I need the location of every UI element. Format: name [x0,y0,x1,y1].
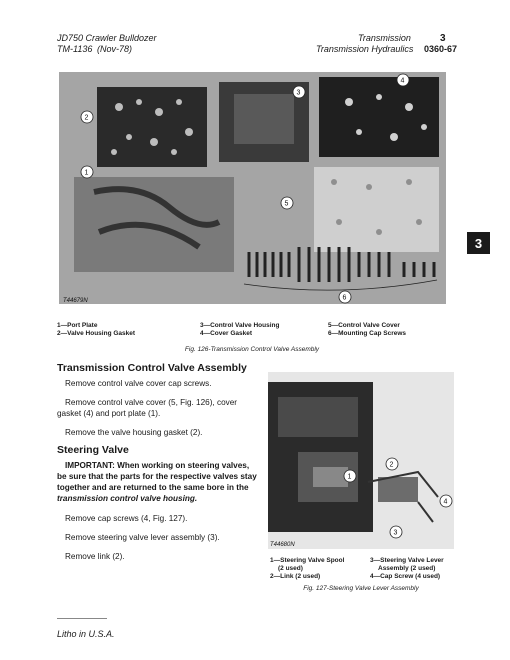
important-note: be sure that the parts for the respective valves stay [57,472,257,481]
callout-127-3 [390,526,402,538]
footer-divider [57,618,107,619]
svg-text:4: 4 [400,77,405,85]
figure-126-photo [59,72,446,304]
svg-text:1: 1 [347,473,352,481]
paragraph: Remove control valve cover cap screws. [65,379,212,388]
legend-item: Assembly (2 used) [378,565,436,572]
legend-item: 1—Steering Valve Spool [270,557,345,564]
legend-item: 3—Steering Valve Lever [370,557,444,564]
legend-item: 6—Mounting Cap Screws [328,330,407,337]
legend-item: 2—Link (2 used) [270,573,321,580]
section-tab: 3 [467,232,490,254]
legend-126-col1 [57,322,135,338]
header-title-right: Transmission [358,33,411,43]
important-note: together and are returned to the same bore in the [57,483,249,492]
callout-4 [397,74,409,86]
legend-item: 2—Valve Housing Gasket [57,330,136,337]
header-subtitle-right: Transmission Hydraulics [316,44,414,54]
figure-126-caption: Fig. 126-Transmission Control Valve Assembly [184,346,320,353]
callout-2 [81,111,93,123]
svg-text:2: 2 [84,114,89,122]
figure-127-photo [268,372,454,549]
figure-127-caption: Fig. 127-Steering Valve Lever Assembly [303,585,419,592]
legend-item: 4—Cap Screw (4 used) [370,573,441,580]
legend-127-col2 [370,557,444,581]
important-note: transmission control valve housing. [57,494,198,503]
callout-1 [81,166,93,178]
legend-item: 3—Control Valve Housing [200,322,280,329]
header-tm-number: TM-1136 [57,44,93,54]
callout-127-4 [440,495,452,507]
valve-assembly-illustration [59,72,446,304]
callout-127-2 [386,458,398,470]
legend-126-col2 [200,322,279,338]
legend-127-col1 [270,557,344,581]
svg-text:2: 2 [389,461,394,469]
section-heading-steering-valve: Steering Valve [57,444,129,456]
paragraph: Remove steering valve lever assembly (3). [65,533,220,542]
paragraph: Remove control valve cover (5, Fig. 126), cover [65,398,238,407]
svg-text:3: 3 [296,89,301,97]
header-page-code: 0360-67 [424,44,458,54]
legend-126-col3 [328,322,406,338]
callout-5 [281,197,293,209]
legend-item: 4—Cover Gasket [200,330,253,337]
steering-valve-illustration [268,372,454,549]
header-date: (Nov-78) [97,44,133,54]
svg-text:1: 1 [84,169,89,177]
legend-item: 5—Control Valve Cover [328,322,400,329]
footer-litho: Litho in U.S.A. [57,629,115,639]
header-title-left: JD750 Crawler Bulldozer [57,33,157,43]
section-heading-control-valve: Transmission Control Valve Assembly [57,362,247,374]
header-page-number: 3 [440,33,446,44]
callout-127-1 [344,470,356,482]
paragraph: Remove the valve housing gasket (2). [65,428,203,437]
paragraph: Remove link (2). [65,552,125,561]
svg-text:5: 5 [284,200,289,208]
photo-code-127: T44680N [270,542,295,548]
callout-6 [339,291,351,303]
paragraph: gasket (4) and port plate (1). [57,409,161,418]
legend-item: (2 used) [278,565,303,572]
paragraph: Remove cap screws (4, Fig. 127). [65,514,188,523]
important-note: IMPORTANT: When working on steering valves, [65,461,250,470]
legend-item: 1—Port Plate [57,322,98,329]
svg-text:4: 4 [443,498,448,506]
svg-text:3: 3 [393,529,398,537]
svg-text:6: 6 [342,294,347,302]
callout-3 [293,86,305,98]
photo-code-126: T44679N [63,298,88,304]
